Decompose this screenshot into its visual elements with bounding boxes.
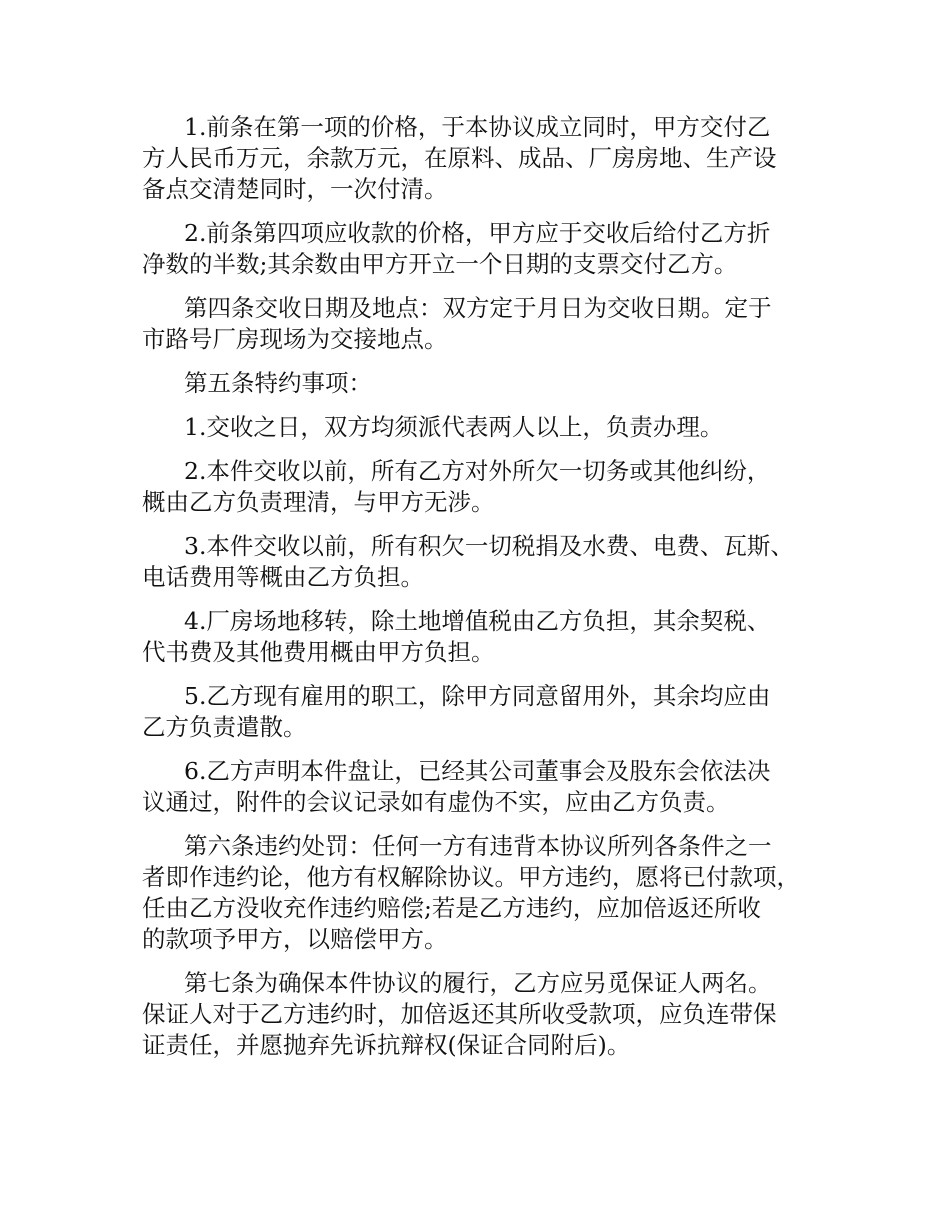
paragraph-line: 代书费及其他费用概由甲方负担。 [142,638,495,666]
paragraph-line: 保证人对于乙方违约时，加倍返还其所收受款项，应负连带保 [142,1000,777,1028]
clause-3 [142,531,812,593]
paragraph-line: 第四条交收日期及地点：双方定于月日为交收日期。定于 [184,294,772,322]
article-4-paragraph [142,293,812,355]
article-5-heading [142,368,812,399]
paragraph-line: 4.厂房场地移转，除土地增值税由乙方负担，其余契税、 [184,607,771,635]
article-7-paragraph [142,968,812,1061]
paragraph-line: 第五条特约事项： [184,369,372,397]
paragraph-line: 净数的半数;其余数由甲方开立一个日期的支票交付乙方。 [142,250,738,278]
paragraph-2 [142,218,812,280]
paragraph-line: 方人民币万元，余款万元，在原料、成品、厂房房地、生产设 [142,144,777,172]
paragraph-1 [142,112,812,205]
paragraph-line: 2.前条第四项应收款的价格，甲方应于交收后给付乙方折 [184,219,771,247]
paragraph-line: 第七条为确保本件协议的履行，乙方应另觅保证人两名。 [184,969,772,997]
paragraph-line: 1.交收之日，双方均须派代表两人以上，负责办理。 [184,413,724,441]
paragraph-line: 1.前条在第一项的价格，于本协议成立同时，甲方交付乙 [184,113,771,141]
clause-6 [142,756,812,818]
article-6-paragraph [142,831,812,955]
paragraph-line: 3.本件交收以前，所有积欠一切税捐及水费、电费、瓦斯、 [184,532,794,560]
paragraph-line: 者即作违约论，他方有权解除协议。甲方违约，愿将已付款项， [142,863,800,891]
paragraph-line: 5.乙方现有雇用的职工，除甲方同意留用外，其余均应由 [184,682,771,710]
paragraph-line: 证责任，并愿抛弃先诉抗辩权(保证合同附后)。 [142,1031,631,1059]
paragraph-line: 备点交清楚同时，一次付清。 [142,175,448,203]
clause-2 [142,456,812,518]
paragraph-line: 市路号厂房现场为交接地点。 [142,325,448,353]
paragraph-line: 的款项予甲方，以赔偿甲方。 [142,925,448,953]
paragraph-line: 第六条违约处罚：任何一方有违背本协议所列各条件之一 [184,832,772,860]
paragraph-line: 乙方负责遣散。 [142,713,307,741]
document-body [142,112,812,1074]
paragraph-line: 议通过，附件的会议记录如有虚伪不实，应由乙方负责。 [142,788,730,816]
paragraph-line: 电话费用等概由乙方负担。 [142,563,424,591]
clause-4 [142,606,812,668]
paragraph-line: 概由乙方负责理清，与甲方无涉。 [142,488,495,516]
paragraph-line: 任由乙方没收充作违约赔偿;若是乙方违约，应加倍返还所收 [142,894,761,922]
paragraph-line: 2.本件交收以前，所有乙方对外所欠一切务或其他纠纷， [184,457,771,485]
paragraph-line: 6.乙方声明本件盘让，已经其公司董事会及股东会依法决 [184,757,771,785]
clause-5 [142,681,812,743]
clause-1 [142,412,812,443]
